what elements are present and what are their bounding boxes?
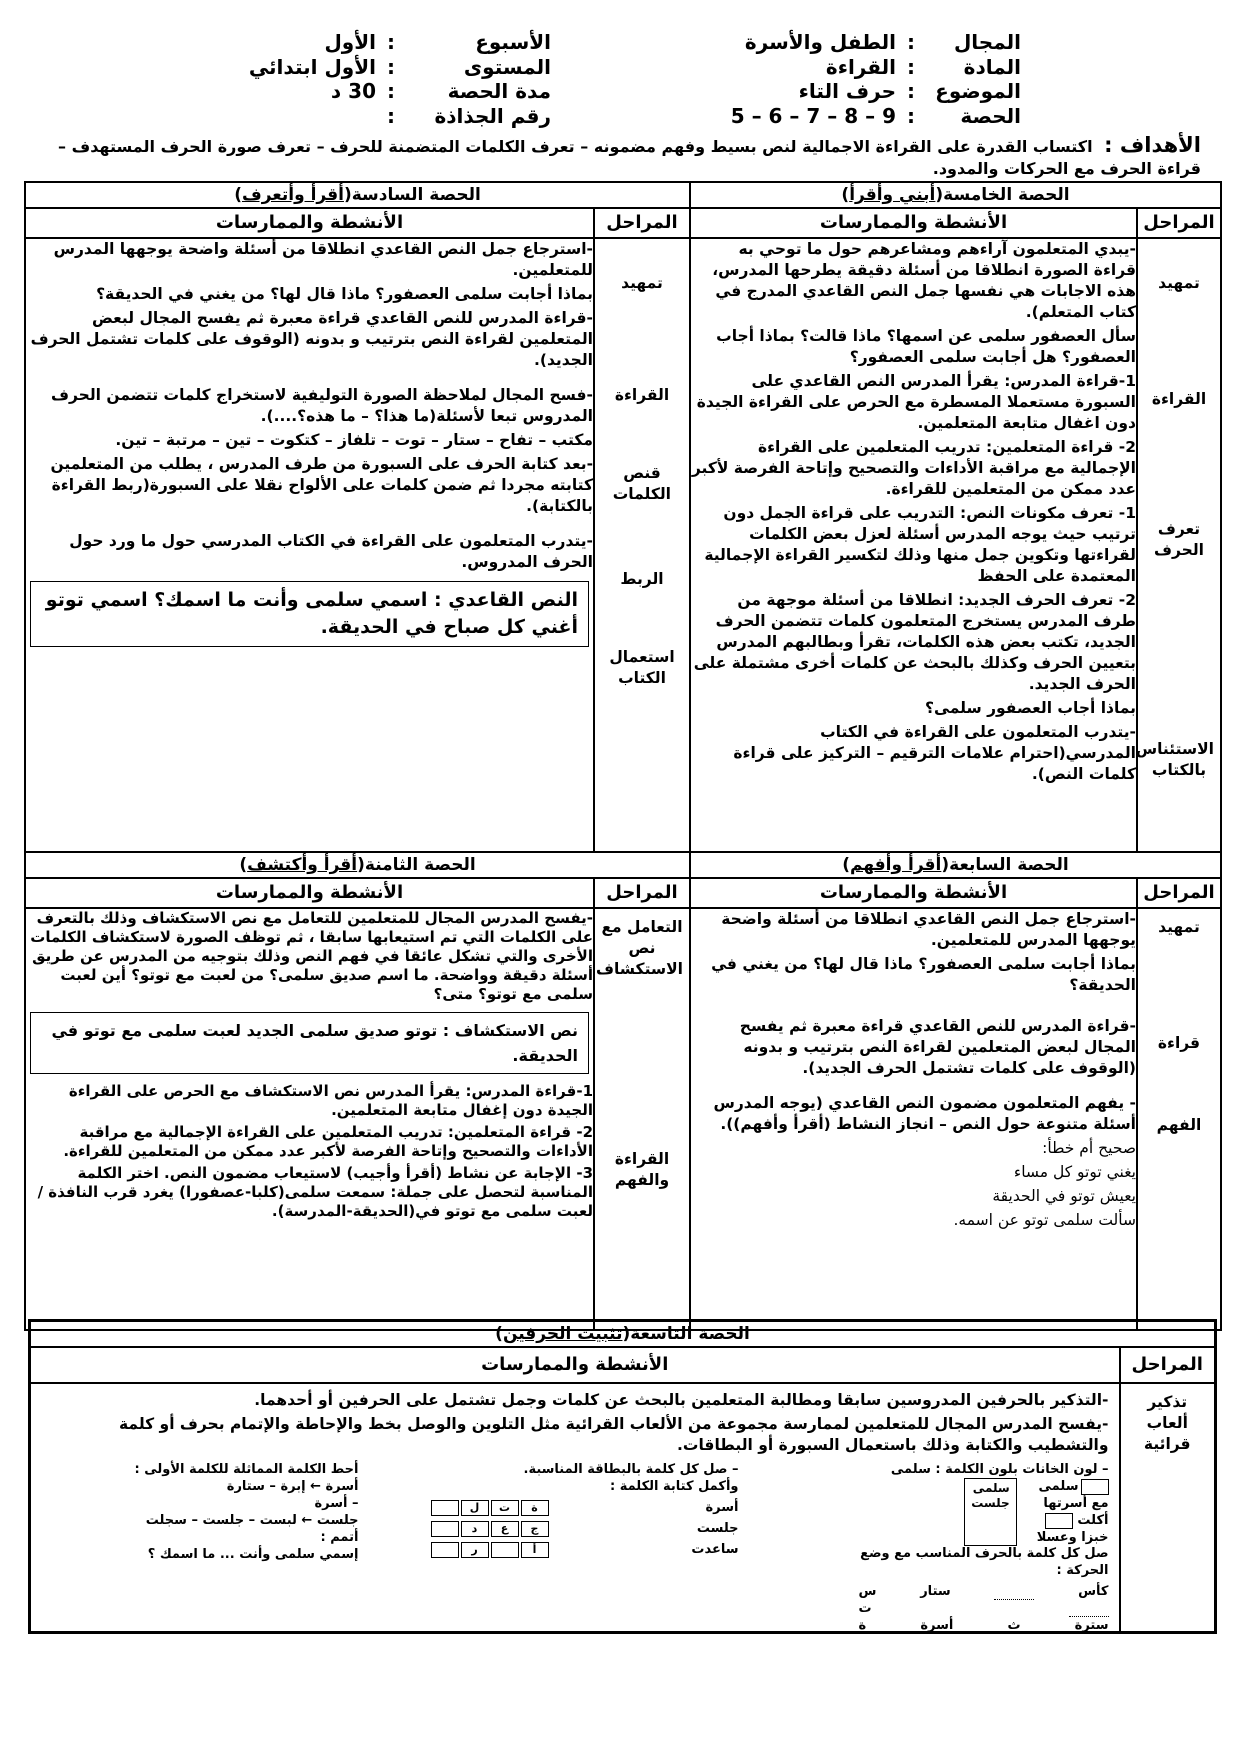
stage-reading-comprehension: القراءة والفهم [614,1150,670,1189]
s6-p1: -استرجاع جمل النص القاعدي انطلاقا من أسئلة واضحة يوجهها المدرس للمتعلمين. [53,240,593,279]
s8-p1: -يفسح المدرس المجال للمتعلمين للتعامل مع نص الاستكشاف وذلك بالتعرف على الكلمات التي تم استيعابها سابقا ، ثم توظف الصورة لاستكشاف الكلمات الأخرى والتي تشكل عائقا في فهم النص وذلك بتوجيه من المدرس عن طريق أسئلة دقيقة وواضحة. ما اسم صديق سلمى؟ من لعبت مع توتو؟ أين لعبت سلمى مع توتو؟ متى؟ [30,909,593,1003]
stages-header: المراحل [1120,1347,1216,1383]
s5-p3: 1-قراءة المدرس: يقرأ المدرس النص القاعدي على السبورة مستعملا المسطرة مع الحرص على القراءة الجيدة دون اغفال متابعة المتعلمين. [696,372,1136,432]
s5-p7: بماذا أجاب العصفور سلمى؟ [925,699,1136,717]
base-text-box: النص القاعدي : اسمي سلمى وأنت ما اسمك؟ اسمي توتو أغني كل صباح في الحديقة. [30,581,589,647]
sessions-value: 5 – 6 – 7 – 8 – 9 [730,103,896,128]
goals-text: اكتساب القدرة على القراءة الاجمالية لنص بسيط وفهم مضمونه – تعرف الكلمات المتضمنة للحرف – تعرف صورة الحرف المستهدف – قراءة الحرف مع الحركات والمدود. [58,137,1201,178]
stage-intro: تمهيد [1158,918,1200,936]
s7-p4: - يفهم المتعلمون مضمون النص القاعدي (يوجه المدرس أسئلة متنوعة حول النص – انجاز النشاط (أقرأ وأفهم)). [713,1094,1136,1133]
s6-p4: -فسح المجال لملاحظة الصورة التوليفية لاستخراج كلمات تتضمن الحرف المدروس تبعا لأسئلة(ما هذا؟ – ما هذه؟....). [51,386,593,425]
session8-title: الحصة الثامنة(أقرأ وأكتشف) [25,852,690,878]
stage-reading: القراءة [1151,390,1207,408]
topic-value: حرف التاء [798,79,896,104]
stage-reading: قراءة [1157,1034,1201,1052]
exercise-circle-match: أحط الكلمة المماثلة للكلمة الأولى : أسرة ← إبرة – ستارة – أسرة جلست ← لبست – جلست – سجلت أتمم : إسمي سلمى وأنت ... ما اسمك ؟ [134,1462,359,1562]
session7-stages [1137,908,1221,1330]
session9-table [28,1319,1217,1634]
stage-comprehension: الفهم [1156,1116,1202,1134]
s7-p6: يغني توتو كل مساء [1013,1163,1136,1181]
stage-intro: تمهيد [1158,274,1200,292]
session8-activities [25,908,594,1330]
discovery-text-box: نص الاستكشاف : توتو صديق سلمى الجديد لعبت سلمى مع توتو في الحديقة. [30,1012,589,1074]
session5-title: الحصة الخامسة(أبني وأقرأ) [690,182,1221,208]
s8-p3: 2- قراءة المتعلمين: تدريب المتعلمين على القراءة الإجمالية مع مراقبة الأداءات والتصحيح وإتاحة الفرصة لأكبر عدد ممكن من المتعلمين للقراءة. [63,1123,593,1160]
stage-review-games: تذكير ألعاب قرائية [1143,1393,1191,1453]
session9-activities [30,1383,1120,1633]
header-row-duration: مدة الحصة : 30 د [330,79,551,104]
header-row-level: المستوى : الأول ابتدائي [248,54,551,79]
s5-p2: سأل العصفور سلمى عن اسمها؟ ماذا قالت؟ بماذا أجاب العصفور؟ هل أجابت سلمى العصفور؟ [716,327,1136,366]
exercises-area [31,1461,1119,1631]
stage-linking: الربط [620,570,664,588]
s5-p5: 1- تعرف مكونات النص: التدريب على قراءة الجمل دون ترتيب حيث يوجه المدرس أسئلة لعزل بعض الكلمات لقراءتها وتكوين جمل منها وذلك لتكسير القراءة الإجمالية المعتمدة على الحفظ [704,504,1136,585]
s6-p2: بماذا أجابت سلمى العصفور؟ ماذا قال لها؟ من يغني في الحديقة؟ [96,285,593,303]
session8-stages [594,908,690,1330]
stage-book-use: استعمال الكتاب [609,648,675,687]
session7-activities [690,908,1137,1330]
s7-p5: صحيح أم خطأ: [1042,1139,1136,1157]
week-label: الأسبوع [475,30,551,55]
topic-label: الموضوع [935,79,1021,104]
domain-label: المجال [953,30,1021,55]
sessions-label: الحصة [960,103,1021,128]
subject-value: القراءة [825,54,896,79]
s5-p1: -يبدي المتعلمون آراءهم ومشاعرهم حول ما توحي به قراءة الصورة انطلاقا من أسئلة دقيقة يطرحها المدرس، هذه الاجابات هي نفسها جمل النص القاعدي المدرج في كتاب المتعلم). [712,240,1136,321]
s8-p4: 3- الإجابة عن نشاط (أقرأ وأجيب) لاستيعاب مضمون النص. اختر الكلمة المناسبة لتحصل على جملة: سمعت سلمى(كلبا-عصفورا) يغرد قرب النافذة / لعبت سلمى مع توتو في(الحديقة-المدرسة). [37,1164,593,1220]
stage-intro: تمهيد [621,274,663,292]
stage-reading: القراءة [614,386,670,404]
stages-header: المراحل [1137,878,1221,908]
header-row-sheet: رقم الجذاذة : [387,103,551,128]
activities-header: الأنشطة والممارسات [690,208,1137,238]
activities-header: الأنشطة والممارسات [25,208,594,238]
session7-title: الحصة السابعة(أقرأ وأفهم) [690,852,1221,878]
header-row-subject: المادة : القراءة [825,54,1021,79]
session6-activities [25,238,594,852]
stage-word-hunt: قنص الكلمات [612,464,671,503]
activities-header: الأنشطة والممارسات [30,1347,1120,1383]
session6-stages [594,238,690,852]
stage-book: الاستئناس بالكتاب [1135,740,1214,779]
s9-p2: -يفسح المدرس المجال للمتعلمين لممارسة مجموعة من الألعاب القرائية مثل التلوين والوصل بخط والإحاطة والإتمام بحرف أو كلمة والتشطيب والكتابة وذلك باستعمال السبورة أو البطاقات. [119,1415,1109,1454]
s8-p2: 1-قراءة المدرس: يقرأ المدرس نص الاستكشاف مع الحرص على القراءة الجيدة دون إغفال متابعة المتعلمين. [68,1082,593,1119]
activities-header: الأنشطة والممارسات [690,878,1137,908]
activities-header: الأنشطة والممارسات [25,878,594,908]
session5-activities [690,238,1137,852]
s7-p8: سألت سلمى توتو عن اسمه. [953,1211,1136,1229]
goals [21,134,1201,180]
s6-p6: -بعد كتابة الحرف على السبورة من طرف المدرس ، يطلب من المتعلمين كتابته مجردا ثم ضمن كلمات على الألواح نقلا على السبورة(ربط القراءة بالكتابة). [50,455,593,515]
stages-header: المراحل [1137,208,1221,238]
exercise-letter-link: صل كل كلمة بالحرف المناسب مع وضع الحركة : كأس ستار س ت سترة ث أسرة ة [858,1546,1109,1633]
stages-header: المراحل [594,878,690,908]
week-value: الأول [324,30,376,55]
header-left-column [249,30,551,128]
exercise-card-match: – صل كل كلمة بالبطاقة المناسبة. وأكمل كتابة الكلمة : أسرة ةتل جلست جعد ساعدت أ ر [429,1461,739,1558]
s7-p2: بماذا أجابت سلمى العصفور؟ ماذا قال لها؟ من يغني في الحديقة؟ [711,955,1136,994]
s6-p3: -قراءة المدرس للنص القاعدي قراءة معبرة ثم يفسح المجال لبعض المتعلمين لقراءة النص بترتيب و بدونه (الوقوف على كلمات تشتمل الحرف الجديد). [30,309,593,369]
stage-discovery: التعامل مع نص الاستكشاف [595,918,683,978]
header-row-week: الأسبوع : الأول [324,30,551,55]
s5-p4: 2- قراءة المتعلمين: تدريب المتعلمين على القراءة الإجمالية مع مراقبة الأداءات والتصحيح وإتاحة الفرصة لأكبر عدد ممكن من المتعلمين للقراءة. [691,438,1136,498]
goals-label: الأهداف : [1104,133,1201,157]
s5-p6: 2- تعرف الحرف الجديد: انطلاقا من أسئلة موجهة من طرف المدرس يستخرج المتعلمون كلمات تتضمن الحرف الجديد، تكتب بعض هذه الكلمات، تقرأ وبطالبهم المدرس بتعيين الحرف وكذلك بالبحث عن كلمات أخرى مشتملة على الحرف الجديد. [693,591,1136,693]
s7-p1: -استرجاع جمل النص القاعدي انطلاقا من أسئلة واضحة يوجهها المدرس للمتعلمين. [721,910,1136,949]
s7-p7: يعيش توتو في الحديقة [992,1187,1136,1205]
sheet-label: رقم الجذاذة [434,103,551,128]
stages-header: المراحل [594,208,690,238]
s5-p8: -يتدرب المتعلمون على القراءة في الكتاب المدرسي(احترام علامات الترقيم – التركيز على قراءة كلمات النص). [733,723,1136,783]
header-right-column [731,30,1021,128]
session9-title: الحصة التاسعة(تثبيت الحرفين) [30,1321,1216,1348]
domain-value: الطفل والأسرة [744,30,896,55]
level-value: الأول ابتدائي [248,54,376,79]
sessions-table [24,181,1222,1331]
s7-p3: -قراءة المدرس للنص القاعدي قراءة معبرة ثم يفسح المجال لبعض المتعلمين لقراءة النص بترتيب و بدونه (الوقوف على كلمات تشتمل الحرف الجديد). [739,1017,1136,1077]
duration-value: 30 د [330,79,376,104]
s6-p5: مكتب – تفاح – ستار – توت – تلفاز – كتكوت – تين – مرتبة – تين. [115,431,593,449]
s9-p1: -التذكير بالحرفين المدروسين سابقا ومطالبة المتعلمين بالبحث عن كلمات وجمل تشتمل على الحرفين أو أحدهما. [254,1391,1109,1409]
header-row-sessions: الحصة : 5 – 6 – 7 – 8 – 9 [730,103,1021,128]
level-label: المستوى [463,54,551,79]
header-row-topic: الموضوع : حرف التاء [798,79,1021,104]
s6-p7: -يتدرب المتعلمون على القراءة في الكتاب المدرسي حول ما ورد حول الحرف المدروس. [69,532,593,571]
exercise-color: – لون الخانات بلون الكلمة : سلمى سلمى مع أسرتها أكلت خبزا وعسلا سلمى جلست [890,1462,1109,1545]
session5-stages [1137,238,1221,852]
session9-stages [1120,1383,1216,1633]
session6-title: الحصة السادسة(أقرأ وأتعرف) [25,182,690,208]
stage-letter: تعرف الحرف [1154,520,1204,559]
duration-label: مدة الحصة [447,79,551,104]
header-row-domain: المجال : الطفل والأسرة [744,30,1021,55]
subject-label: المادة [963,54,1021,79]
